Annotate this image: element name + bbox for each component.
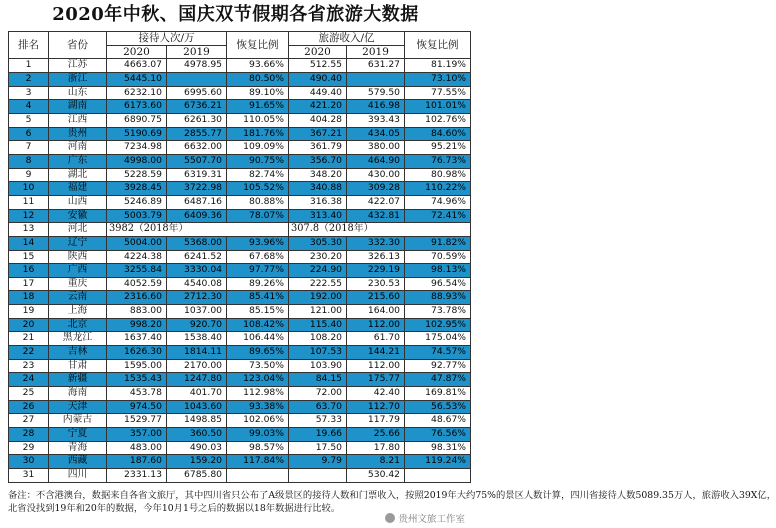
table-row <box>9 250 471 264</box>
table-row <box>9 332 471 346</box>
revenue-2019-cell: 380.00 <box>347 141 405 155</box>
visitors-2019-cell: 4978.95 <box>167 59 227 73</box>
revenue-2020-cell: 224.90 <box>289 264 347 278</box>
visitors-recovery-cell: 98.57% <box>227 441 289 455</box>
revenue-2020-cell: 313.40 <box>289 209 347 223</box>
rank-cell: 14 <box>9 236 49 250</box>
visitors-recovery-cell <box>227 469 289 483</box>
visitors-recovery-cell: 108.42% <box>227 318 289 332</box>
revenue-2020-cell: 367.21 <box>289 127 347 141</box>
revenue-2020-cell: 449.40 <box>289 86 347 100</box>
visitors-2019-cell: 6409.36 <box>167 209 227 223</box>
revenue-recovery-cell: 84.60% <box>405 127 471 141</box>
visitors-recovery-cell: 112.98% <box>227 387 289 401</box>
page-title: 2020年中秋、国庆双节假期各省旅游大数据 <box>52 4 419 25</box>
header-visitors-2020: 2020 <box>107 45 167 59</box>
province-cell: 云南 <box>49 291 107 305</box>
revenue-2020-cell: 107.53 <box>289 346 347 360</box>
table-body <box>9 59 471 482</box>
header-revenue-2020: 2020 <box>289 45 347 59</box>
visitors-2019-cell: 1538.40 <box>167 332 227 346</box>
visitors-recovery-cell: 93.38% <box>227 400 289 414</box>
revenue-recovery-cell: 119.24% <box>405 455 471 469</box>
table-row <box>9 277 471 291</box>
visitors-recovery-cell: 90.75% <box>227 154 289 168</box>
province-cell: 广西 <box>49 264 107 278</box>
rank-cell: 24 <box>9 373 49 387</box>
table-row <box>9 305 471 319</box>
revenue-2019-cell: 464.90 <box>347 154 405 168</box>
province-cell: 海南 <box>49 387 107 401</box>
visitors-2019-cell: 490.03 <box>167 441 227 455</box>
visitors-2020-cell: 453.78 <box>107 387 167 401</box>
table-header <box>9 32 471 59</box>
visitors-2020-cell: 883.00 <box>107 305 167 319</box>
revenue-2019-cell: 332.30 <box>347 236 405 250</box>
header-recovery-visitors: 恢复比例 <box>227 32 289 59</box>
visitors-recovery-cell: 89.10% <box>227 86 289 100</box>
revenue-2019-cell: 117.79 <box>347 414 405 428</box>
rank-cell: 11 <box>9 195 49 209</box>
revenue-recovery-cell: 88.93% <box>405 291 471 305</box>
revenue-2020-cell: 63.70 <box>289 400 347 414</box>
visitors-2020-cell: 483.00 <box>107 441 167 455</box>
revenue-recovery-cell: 70.59% <box>405 250 471 264</box>
visitors-2020-cell: 4052.59 <box>107 277 167 291</box>
province-cell: 甘肃 <box>49 359 107 373</box>
visitors-recovery-cell: 99.03% <box>227 428 289 442</box>
visitors-2019-cell: 5507.70 <box>167 154 227 168</box>
header-rank: 排名 <box>9 32 49 59</box>
table-row <box>9 113 471 127</box>
table-row <box>9 141 471 155</box>
rank-cell: 27 <box>9 414 49 428</box>
revenue-2020-cell: 192.00 <box>289 291 347 305</box>
visitors-2020-cell: 1595.00 <box>107 359 167 373</box>
table-row <box>9 100 471 114</box>
revenue-2019-cell: 631.27 <box>347 59 405 73</box>
rank-cell: 25 <box>9 387 49 401</box>
province-cell: 天津 <box>49 400 107 414</box>
visitors-2019-cell: 6319.31 <box>167 168 227 182</box>
visitors-2020-cell: 187.60 <box>107 455 167 469</box>
table-row <box>9 318 471 332</box>
visitors-2019-cell: 1498.85 <box>167 414 227 428</box>
province-cell: 陕西 <box>49 250 107 264</box>
rank-cell: 15 <box>9 250 49 264</box>
revenue-2020-cell: 57.33 <box>289 414 347 428</box>
table-row <box>9 209 471 223</box>
visitors-2020-cell: 3255.84 <box>107 264 167 278</box>
revenue-recovery-cell: 110.22% <box>405 182 471 196</box>
visitors-recovery-cell: 85.15% <box>227 305 289 319</box>
revenue-2019-cell: 434.05 <box>347 127 405 141</box>
visitors-2019-cell: 159.20 <box>167 455 227 469</box>
province-cell: 河北 <box>49 223 107 237</box>
visitors-2019-cell: 5368.00 <box>167 236 227 250</box>
visitors-recovery-cell: 105.52% <box>227 182 289 196</box>
revenue-2020-cell: 316.38 <box>289 195 347 209</box>
table-row <box>9 154 471 168</box>
visitors-recovery-cell: 73.50% <box>227 359 289 373</box>
revenue-recovery-cell: 73.78% <box>405 305 471 319</box>
revenue-2020-cell: 9.79 <box>289 455 347 469</box>
revenue-2019-cell: 112.00 <box>347 318 405 332</box>
table-row <box>9 59 471 73</box>
revenue-2020-cell: 84.15 <box>289 373 347 387</box>
revenue-2019-cell: 215.60 <box>347 291 405 305</box>
visitors-recovery-cell: 91.65% <box>227 100 289 114</box>
province-cell: 北京 <box>49 318 107 332</box>
tourism-data-table <box>8 31 471 483</box>
revenue-2020-cell: 230.20 <box>289 250 347 264</box>
province-cell: 宁夏 <box>49 428 107 442</box>
revenue-recovery-cell: 169.81% <box>405 387 471 401</box>
revenue-2020-cell <box>289 469 347 483</box>
revenue-2019-cell: 309.28 <box>347 182 405 196</box>
rank-cell: 5 <box>9 113 49 127</box>
visitors-recovery-cell: 93.96% <box>227 236 289 250</box>
rank-cell: 16 <box>9 264 49 278</box>
rank-cell: 17 <box>9 277 49 291</box>
visitors-recovery-cell: 80.50% <box>227 72 289 86</box>
wechat-icon <box>385 513 395 523</box>
revenue-2020-cell: 340.88 <box>289 182 347 196</box>
rank-cell: 2 <box>9 72 49 86</box>
rank-cell: 29 <box>9 441 49 455</box>
visitors-2019-cell: 2712.30 <box>167 291 227 305</box>
revenue-recovery-cell: 76.56% <box>405 428 471 442</box>
revenue-2019-cell: 326.13 <box>347 250 405 264</box>
revenue-recovery-cell: 77.55% <box>405 86 471 100</box>
header-visitors: 接待人次/万 <box>107 32 227 46</box>
rank-cell: 20 <box>9 318 49 332</box>
visitors-2020-cell: 1626.30 <box>107 346 167 360</box>
revenue-recovery-cell: 96.54% <box>405 277 471 291</box>
province-cell: 贵州 <box>49 127 107 141</box>
province-cell: 江西 <box>49 113 107 127</box>
rank-cell: 4 <box>9 100 49 114</box>
revenue-2019-cell: 61.70 <box>347 332 405 346</box>
rank-cell: 21 <box>9 332 49 346</box>
province-cell: 广东 <box>49 154 107 168</box>
revenue-2019-cell: 8.21 <box>347 455 405 469</box>
table-row <box>9 441 471 455</box>
visitors-2020-cell: 4224.38 <box>107 250 167 264</box>
revenue-2020-cell: 361.79 <box>289 141 347 155</box>
visitors-2020-cell: 5003.79 <box>107 209 167 223</box>
footnote-line: 北省没找到19年和20年的数据，今年10月1号之后的数据以18年数据进行比较。 <box>8 502 341 514</box>
visitors-2020-cell: 998.20 <box>107 318 167 332</box>
rank-cell: 7 <box>9 141 49 155</box>
header-province: 省份 <box>49 32 107 59</box>
visitors-2019-cell: 6241.52 <box>167 250 227 264</box>
revenue-recovery-cell: 80.98% <box>405 168 471 182</box>
revenue-2019-cell <box>347 72 405 86</box>
visitors-2020-cell: 4998.00 <box>107 154 167 168</box>
province-cell: 山西 <box>49 195 107 209</box>
revenue-recovery-cell: 98.31% <box>405 441 471 455</box>
visitors-recovery-cell: 97.77% <box>227 264 289 278</box>
visitors-recovery-cell: 110.05% <box>227 113 289 127</box>
rank-cell: 18 <box>9 291 49 305</box>
visitors-2020-cell: 7234.98 <box>107 141 167 155</box>
revenue-2020-cell: 421.20 <box>289 100 347 114</box>
revenue-recovery-cell: 95.21% <box>405 141 471 155</box>
visitors-2020-cell: 6232.10 <box>107 86 167 100</box>
table-row <box>9 236 471 250</box>
revenue-2020-cell: 222.55 <box>289 277 347 291</box>
revenue-2019-cell: 416.98 <box>347 100 405 114</box>
province-cell: 四川 <box>49 469 107 483</box>
table-row <box>9 387 471 401</box>
table-row <box>9 127 471 141</box>
revenue-2020-cell: 512.55 <box>289 59 347 73</box>
revenue-2020-cell: 19.66 <box>289 428 347 442</box>
visitors-2019-cell: 6785.80 <box>167 469 227 483</box>
table-row <box>9 182 471 196</box>
visitors-2019-cell: 6995.60 <box>167 86 227 100</box>
visitors-recovery-cell: 89.26% <box>227 277 289 291</box>
revenue-2019-cell: 112.70 <box>347 400 405 414</box>
visitors-2019-cell: 1247.80 <box>167 373 227 387</box>
visitors-2020-cell: 5445.10 <box>107 72 167 86</box>
visitors-2019-cell: 1814.11 <box>167 346 227 360</box>
visitors-2020-cell: 1529.77 <box>107 414 167 428</box>
visitors-2019-cell <box>167 72 227 86</box>
province-cell: 新疆 <box>49 373 107 387</box>
rank-cell: 12 <box>9 209 49 223</box>
header-revenue: 旅游收入/亿 <box>289 32 405 46</box>
visitors-2019-cell: 4540.08 <box>167 277 227 291</box>
province-cell: 河南 <box>49 141 107 155</box>
visitors-2020-cell: 2331.13 <box>107 469 167 483</box>
revenue-2020-cell: 103.90 <box>289 359 347 373</box>
visitors-2019-cell: 6632.00 <box>167 141 227 155</box>
visitors-2020-cell: 1637.40 <box>107 332 167 346</box>
rank-cell: 13 <box>9 223 49 237</box>
table-row <box>9 223 471 237</box>
visitors-recovery-cell: 93.66% <box>227 59 289 73</box>
rank-cell: 22 <box>9 346 49 360</box>
table-row <box>9 291 471 305</box>
rank-cell: 1 <box>9 59 49 73</box>
revenue-2020-cell: 121.00 <box>289 305 347 319</box>
watermark-text: 贵州文旅工作室 <box>398 514 465 525</box>
revenue-2020-cell: 356.70 <box>289 154 347 168</box>
visitors-2018-cell: 3982（2018年） <box>107 223 289 237</box>
table-row <box>9 428 471 442</box>
visitors-recovery-cell: 117.84% <box>227 455 289 469</box>
watermark <box>385 511 465 525</box>
revenue-2020-cell: 305.30 <box>289 236 347 250</box>
visitors-recovery-cell: 89.65% <box>227 346 289 360</box>
province-cell: 湖南 <box>49 100 107 114</box>
revenue-recovery-cell: 56.53% <box>405 400 471 414</box>
rank-cell: 30 <box>9 455 49 469</box>
visitors-2019-cell: 920.70 <box>167 318 227 332</box>
visitors-2020-cell: 5246.89 <box>107 195 167 209</box>
revenue-2019-cell: 164.00 <box>347 305 405 319</box>
revenue-2019-cell: 25.66 <box>347 428 405 442</box>
rank-cell: 19 <box>9 305 49 319</box>
table-row <box>9 264 471 278</box>
visitors-recovery-cell: 78.07% <box>227 209 289 223</box>
visitors-recovery-cell: 106.44% <box>227 332 289 346</box>
revenue-2019-cell: 422.07 <box>347 195 405 209</box>
province-cell: 西藏 <box>49 455 107 469</box>
visitors-2019-cell: 401.70 <box>167 387 227 401</box>
province-cell: 重庆 <box>49 277 107 291</box>
revenue-2020-cell: 115.40 <box>289 318 347 332</box>
rank-cell: 23 <box>9 359 49 373</box>
province-cell: 青海 <box>49 441 107 455</box>
visitors-2019-cell: 3330.04 <box>167 264 227 278</box>
revenue-2019-cell: 393.43 <box>347 113 405 127</box>
revenue-recovery-cell: 72.41% <box>405 209 471 223</box>
visitors-recovery-cell: 102.06% <box>227 414 289 428</box>
revenue-recovery-cell: 74.57% <box>405 346 471 360</box>
table-row <box>9 195 471 209</box>
visitors-recovery-cell: 181.76% <box>227 127 289 141</box>
visitors-2020-cell: 6890.75 <box>107 113 167 127</box>
visitors-2020-cell: 5190.69 <box>107 127 167 141</box>
visitors-2020-cell: 5228.59 <box>107 168 167 182</box>
revenue-2020-cell: 404.28 <box>289 113 347 127</box>
revenue-2020-cell: 17.50 <box>289 441 347 455</box>
table-row <box>9 168 471 182</box>
revenue-recovery-cell: 47.87% <box>405 373 471 387</box>
revenue-2019-cell: 530.42 <box>347 469 405 483</box>
province-cell: 福建 <box>49 182 107 196</box>
revenue-2019-cell: 430.00 <box>347 168 405 182</box>
revenue-2019-cell: 230.53 <box>347 277 405 291</box>
table-row <box>9 346 471 360</box>
revenue-2018-cell: 307.8（2018年） <box>289 223 471 237</box>
header-revenue-2019: 2019 <box>347 45 405 59</box>
table-row <box>9 400 471 414</box>
visitors-2019-cell: 3722.98 <box>167 182 227 196</box>
table-row <box>9 455 471 469</box>
table-row <box>9 469 471 483</box>
visitors-2019-cell: 2855.77 <box>167 127 227 141</box>
visitors-2019-cell: 2170.00 <box>167 359 227 373</box>
revenue-2020-cell: 108.20 <box>289 332 347 346</box>
revenue-recovery-cell: 73.10% <box>405 72 471 86</box>
visitors-2020-cell: 5004.00 <box>107 236 167 250</box>
visitors-recovery-cell: 123.04% <box>227 373 289 387</box>
revenue-recovery-cell <box>405 469 471 483</box>
rank-cell: 10 <box>9 182 49 196</box>
province-cell: 山东 <box>49 86 107 100</box>
visitors-2020-cell: 357.00 <box>107 428 167 442</box>
province-cell: 辽宁 <box>49 236 107 250</box>
province-cell: 浙江 <box>49 72 107 86</box>
revenue-2019-cell: 112.00 <box>347 359 405 373</box>
revenue-2020-cell: 490.40 <box>289 72 347 86</box>
province-cell: 江苏 <box>49 59 107 73</box>
revenue-recovery-cell: 102.95% <box>405 318 471 332</box>
revenue-2019-cell: 17.80 <box>347 441 405 455</box>
visitors-2019-cell: 1037.00 <box>167 305 227 319</box>
rank-cell: 26 <box>9 400 49 414</box>
rank-cell: 9 <box>9 168 49 182</box>
visitors-2020-cell: 974.50 <box>107 400 167 414</box>
revenue-recovery-cell: 81.19% <box>405 59 471 73</box>
revenue-2020-cell: 72.00 <box>289 387 347 401</box>
table-row <box>9 373 471 387</box>
province-cell: 上海 <box>49 305 107 319</box>
province-cell: 吉林 <box>49 346 107 360</box>
revenue-2019-cell: 229.19 <box>347 264 405 278</box>
revenue-2019-cell: 432.81 <box>347 209 405 223</box>
visitors-2019-cell: 360.50 <box>167 428 227 442</box>
table-row <box>9 414 471 428</box>
visitors-recovery-cell: 85.41% <box>227 291 289 305</box>
province-cell: 黑龙江 <box>49 332 107 346</box>
visitors-2019-cell: 6487.16 <box>167 195 227 209</box>
rank-cell: 6 <box>9 127 49 141</box>
table-row <box>9 86 471 100</box>
header-recovery-revenue: 恢复比例 <box>405 32 471 59</box>
visitors-2020-cell: 6173.60 <box>107 100 167 114</box>
table-row <box>9 72 471 86</box>
revenue-2020-cell: 348.20 <box>289 168 347 182</box>
revenue-recovery-cell: 175.04% <box>405 332 471 346</box>
revenue-2019-cell: 42.40 <box>347 387 405 401</box>
visitors-recovery-cell: 82.74% <box>227 168 289 182</box>
visitors-2020-cell: 4663.07 <box>107 59 167 73</box>
revenue-recovery-cell: 98.13% <box>405 264 471 278</box>
revenue-2019-cell: 175.77 <box>347 373 405 387</box>
visitors-2019-cell: 1043.60 <box>167 400 227 414</box>
visitors-recovery-cell: 80.88% <box>227 195 289 209</box>
revenue-recovery-cell: 102.76% <box>405 113 471 127</box>
revenue-recovery-cell: 48.67% <box>405 414 471 428</box>
revenue-recovery-cell: 76.73% <box>405 154 471 168</box>
province-cell: 内蒙古 <box>49 414 107 428</box>
revenue-2019-cell: 144.21 <box>347 346 405 360</box>
visitors-recovery-cell: 109.09% <box>227 141 289 155</box>
visitors-2019-cell: 6261.30 <box>167 113 227 127</box>
visitors-2020-cell: 1535.43 <box>107 373 167 387</box>
visitors-recovery-cell: 67.68% <box>227 250 289 264</box>
rank-cell: 31 <box>9 469 49 483</box>
revenue-recovery-cell: 92.77% <box>405 359 471 373</box>
province-cell: 安徽 <box>49 209 107 223</box>
revenue-recovery-cell: 91.82% <box>405 236 471 250</box>
province-cell: 湖北 <box>49 168 107 182</box>
footnote-line: 备注：不含港澳台，数据来自各省文旅厅，其中四川省只公布了A级景区的接待人数和门票收入，按照2019年大约75%的景区人数计算，四川省接待人数5089.35万人，旅游收入39X亿， <box>8 490 776 501</box>
rank-cell: 3 <box>9 86 49 100</box>
header-visitors-2019: 2019 <box>167 45 227 59</box>
rank-cell: 28 <box>9 428 49 442</box>
visitors-2020-cell: 2316.60 <box>107 291 167 305</box>
table-row <box>9 359 471 373</box>
revenue-recovery-cell: 74.96% <box>405 195 471 209</box>
visitors-2020-cell: 3928.45 <box>107 182 167 196</box>
revenue-2019-cell: 579.50 <box>347 86 405 100</box>
revenue-recovery-cell: 101.01% <box>405 100 471 114</box>
visitors-2019-cell: 6736.21 <box>167 100 227 114</box>
rank-cell: 8 <box>9 154 49 168</box>
